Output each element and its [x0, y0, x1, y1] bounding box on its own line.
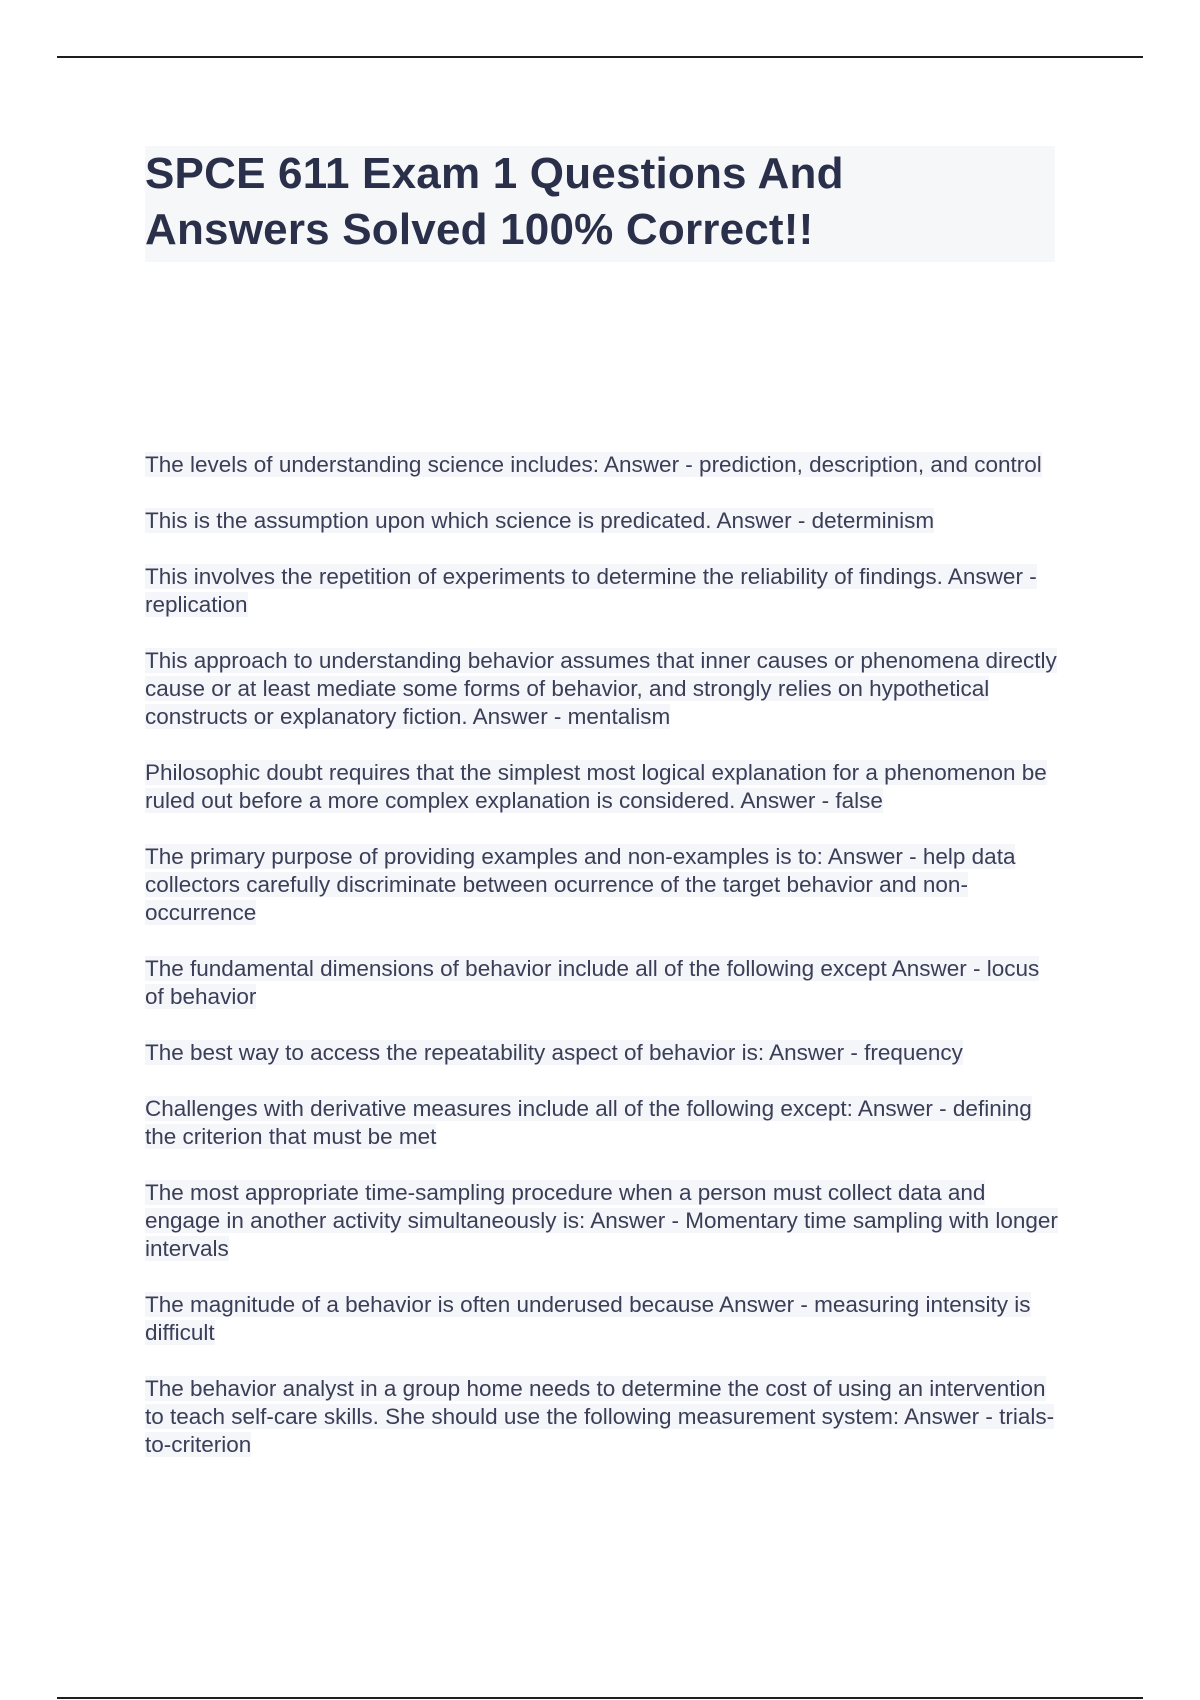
top-rule [57, 56, 1143, 58]
title-block [145, 146, 1055, 262]
qa-item: The primary purpose of providing examples and non-examples is to: Answer - help data collectors carefully discriminate between ocurrence of the target behavior and non-occurrence [145, 844, 1016, 925]
qa-item: The most appropriate time-sampling procedure when a person must collect data and engage in another activity simultaneously is: Answer - Momentary time sampling with longer intervals [145, 1180, 1058, 1261]
qa-list [145, 451, 1060, 1487]
qa-item: This is the assumption upon which science is predicated. Answer - determinism [145, 508, 935, 533]
title-line-1: SPCE 611 Exam 1 Questions And [145, 149, 844, 198]
qa-item: The behavior analyst in a group home needs to determine the cost of using an intervention to teach self-care skills. She should use the following measurement system: Answer - trials-to-criterion [145, 1376, 1055, 1457]
document-title [145, 146, 1055, 258]
qa-item: The levels of understanding science includes: Answer - prediction, description, and control [145, 452, 1042, 477]
title-line-2: Answers Solved 100% Correct!! [145, 205, 814, 254]
qa-item: The fundamental dimensions of behavior include all of the following except Answer - locus of behavior [145, 956, 1040, 1009]
qa-item: Challenges with derivative measures include all of the following except: Answer - defining the criterion that must be met [145, 1096, 1032, 1149]
qa-item: Philosophic doubt requires that the simplest most logical explanation for a phenomenon be ruled out before a more complex explanation is considered. Answer - false [145, 760, 1047, 813]
qa-item: The magnitude of a behavior is often underused because Answer - measuring intensity is difficult [145, 1292, 1031, 1345]
qa-item: This approach to understanding behavior assumes that inner causes or phenomena directly cause or at least mediate some forms of behavior, and strongly relies on hypothetical constructs or explanatory fiction. Answer - mentalism [145, 648, 1057, 729]
bottom-rule [57, 1697, 1143, 1699]
qa-item: The best way to access the repeatability aspect of behavior is: Answer - frequency [145, 1040, 963, 1065]
qa-item: This involves the repetition of experiments to determine the reliability of findings. Answer - replication [145, 564, 1037, 617]
